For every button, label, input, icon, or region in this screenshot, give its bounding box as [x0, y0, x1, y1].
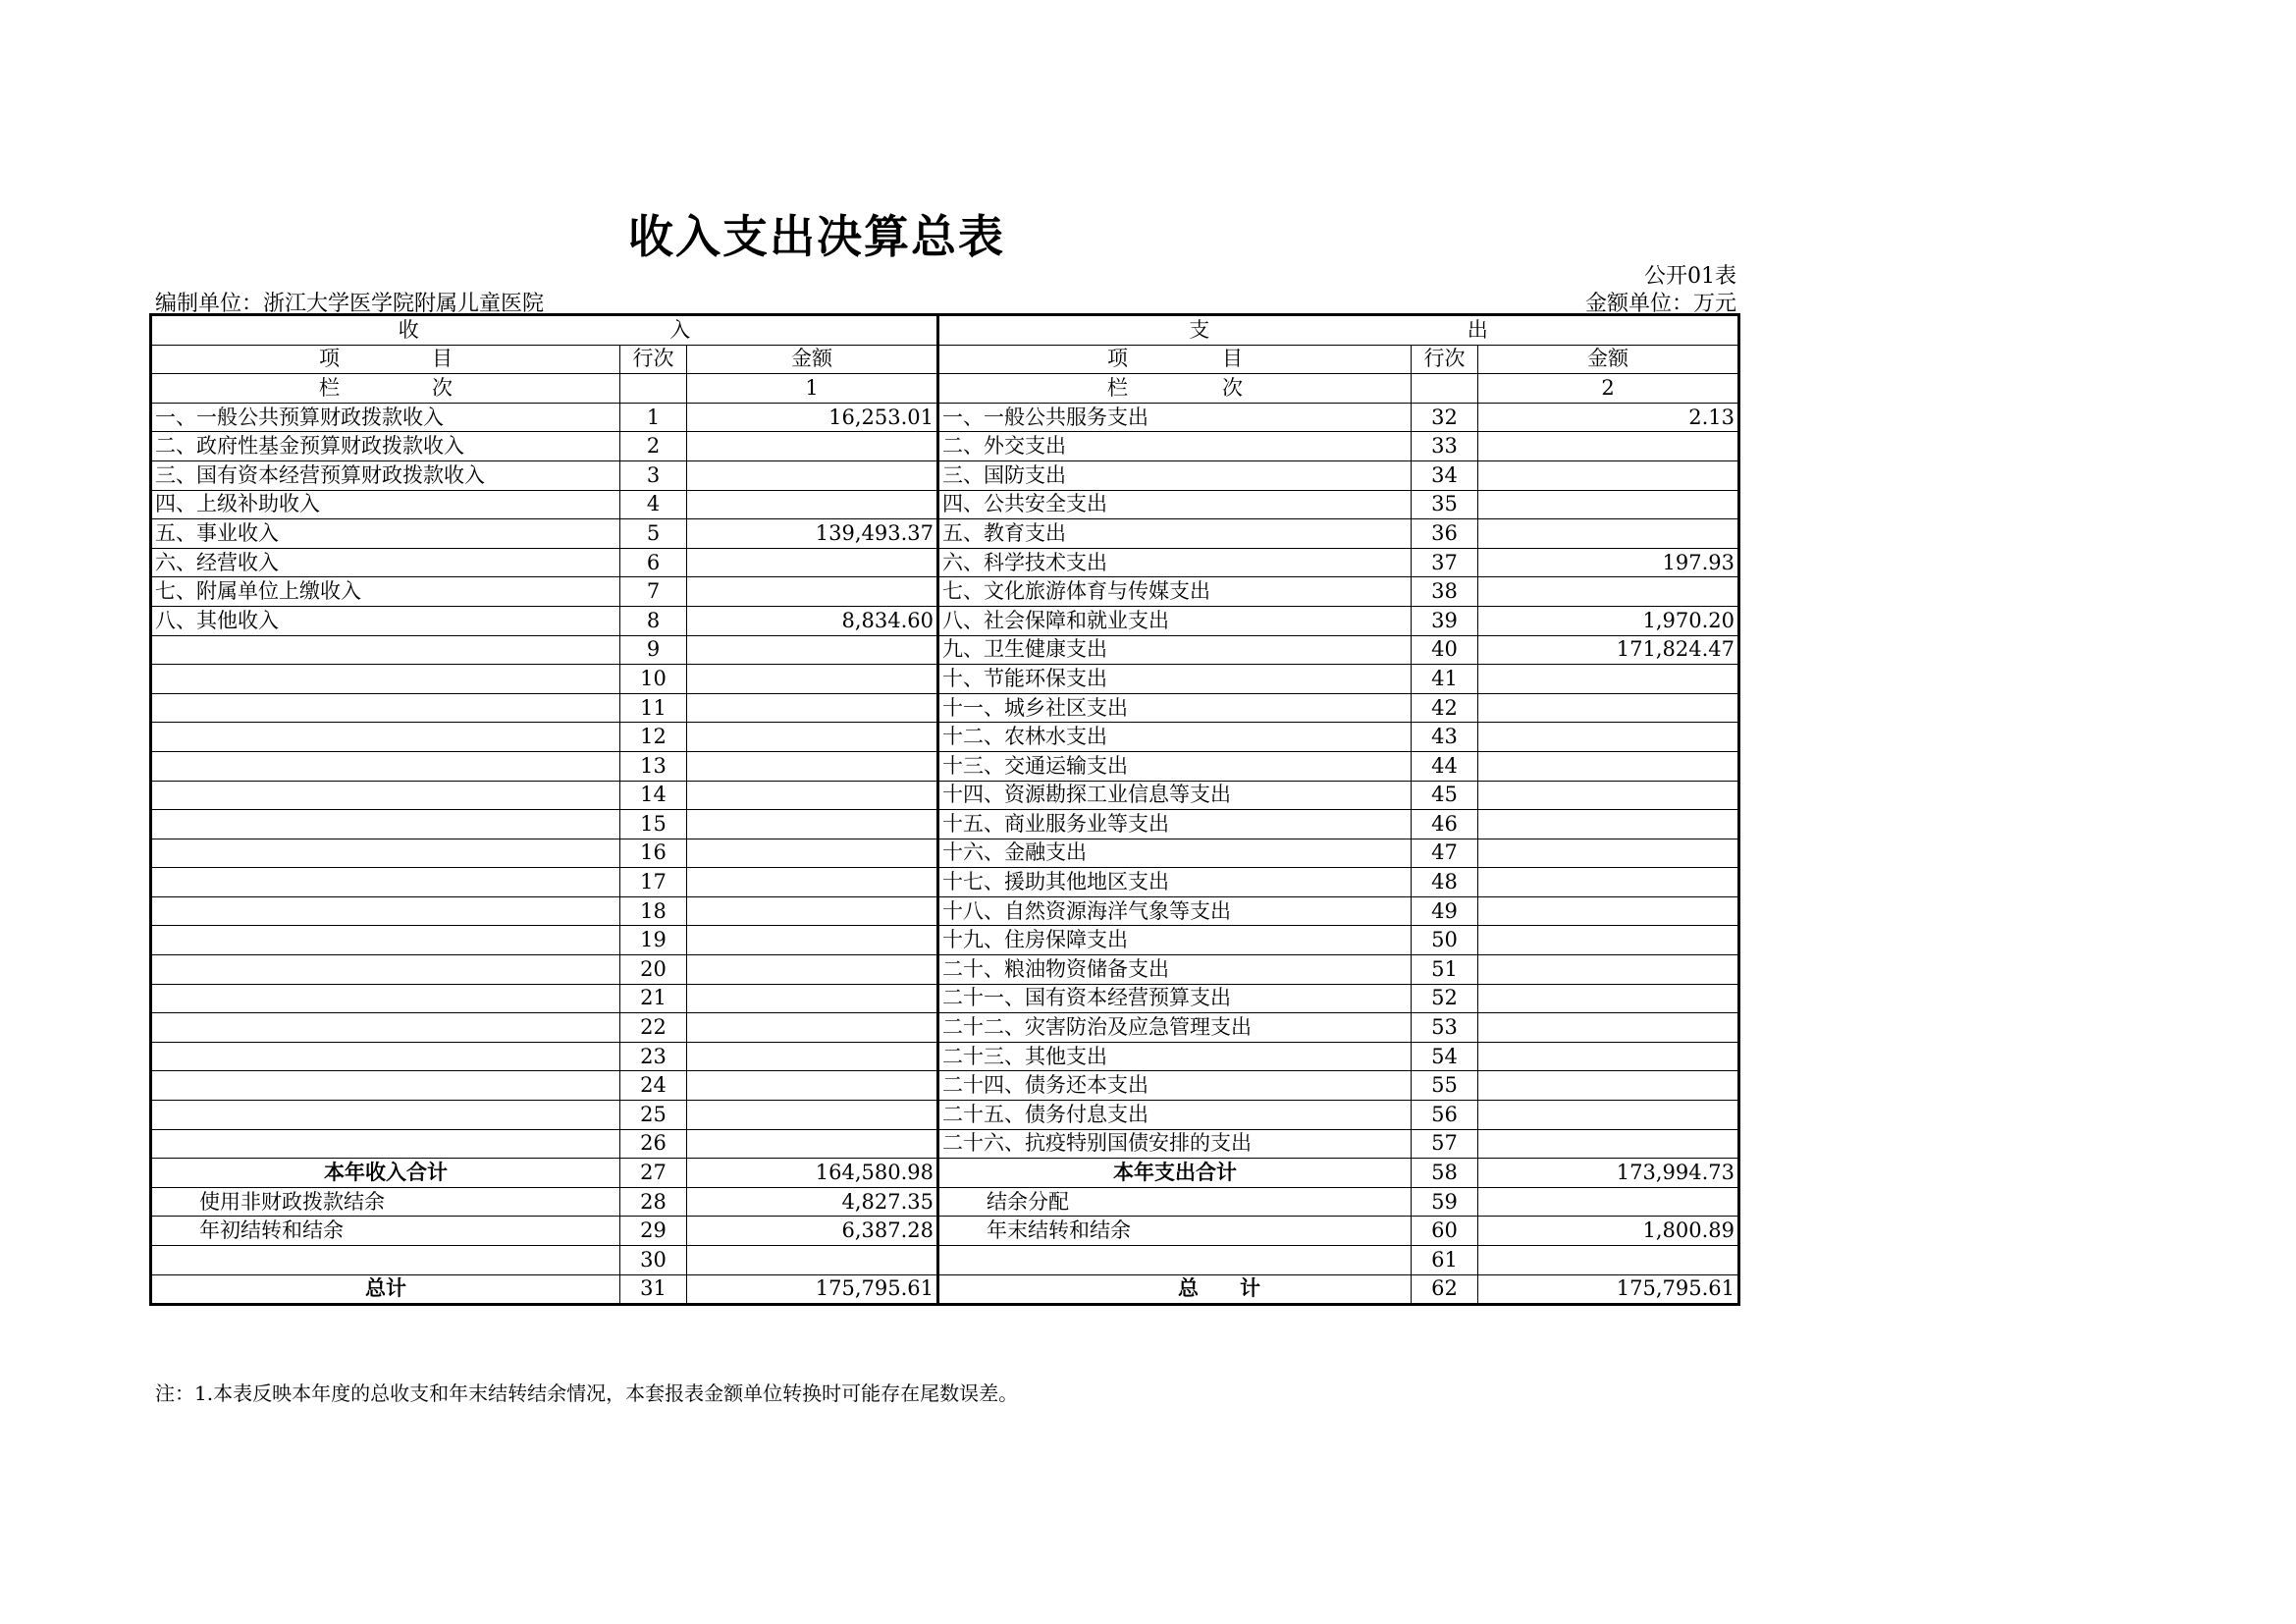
table-row — [151, 723, 1739, 752]
footnote: 注：1.本表反映本年度的总收支和年末结转结余情况，本套报表金额单位转换时可能存在尾数误差。 — [155, 1381, 1019, 1405]
annual-total-row — [151, 1159, 1739, 1188]
expense-grand-total-amount: 175,795.61 — [1478, 1274, 1739, 1305]
form-number: 公开01表 — [1644, 264, 1736, 289]
income-item-label — [151, 693, 620, 723]
income-item-label — [151, 1013, 620, 1043]
expense-item-label: 二十一、国有资本经营预算支出 — [938, 984, 1412, 1013]
income-row-no: 21 — [620, 984, 687, 1013]
income-row-no: 10 — [620, 665, 687, 694]
income-amount: 6,387.28 — [687, 1217, 938, 1246]
expense-amount — [1478, 810, 1739, 839]
table-row — [151, 1013, 1739, 1043]
income-row-no: 25 — [620, 1101, 687, 1130]
table-row — [151, 490, 1739, 519]
income-header-char-1: 收 — [398, 317, 419, 342]
expense-item-header — [938, 345, 1412, 374]
table-row — [151, 1129, 1739, 1159]
expense-item-label: 六、科学技术支出 — [938, 548, 1412, 577]
expense-amount — [1478, 693, 1739, 723]
income-row-no: 3 — [620, 460, 687, 490]
expense-total-no: 58 — [1412, 1159, 1478, 1188]
income-amount: 16,253.01 — [687, 403, 938, 432]
column-index-row — [151, 374, 1739, 404]
income-amount — [687, 1042, 938, 1071]
expense-row-no: 48 — [1412, 868, 1478, 897]
expense-row-no: 50 — [1412, 926, 1478, 955]
amount-unit: 金额单位：万元 — [1584, 292, 1736, 316]
income-item-label — [151, 751, 620, 781]
income-expense-table — [149, 313, 1740, 1306]
income-item-label: 五、事业收入 — [151, 519, 620, 549]
income-item-label — [151, 926, 620, 955]
expense-item-label: 十六、金融支出 — [938, 839, 1412, 868]
expense-amount-header: 金额 — [1478, 345, 1739, 374]
table-row — [151, 1217, 1739, 1246]
expense-row-no: 40 — [1412, 635, 1478, 665]
table-row — [151, 896, 1739, 926]
income-row-no: 4 — [620, 490, 687, 519]
expense-item-label: 结余分配 — [938, 1187, 1412, 1217]
expense-header-char-1: 支 — [1189, 317, 1210, 342]
table-row — [151, 665, 1739, 694]
income-row-no: 18 — [620, 896, 687, 926]
income-amount — [687, 635, 938, 665]
expense-row-no: 46 — [1412, 810, 1478, 839]
expense-row-no: 36 — [1412, 519, 1478, 549]
table-row — [151, 1246, 1739, 1275]
expense-amount — [1478, 490, 1739, 519]
expense-item-label: 五、教育支出 — [938, 519, 1412, 549]
item-char-1: 项 — [1107, 347, 1128, 371]
income-item-label — [151, 984, 620, 1013]
expense-row-no: 56 — [1412, 1101, 1478, 1130]
expense-amount — [1478, 896, 1739, 926]
expense-total-amount: 173,994.73 — [1478, 1159, 1739, 1188]
income-amount: 139,493.37 — [687, 519, 938, 549]
table-row — [151, 548, 1739, 577]
expense-row-no: 41 — [1412, 665, 1478, 694]
income-row-no: 20 — [620, 955, 687, 985]
expense-row-no: 43 — [1412, 723, 1478, 752]
expense-header-char-2: 出 — [1467, 317, 1488, 342]
income-col-index-label — [151, 374, 620, 404]
income-amount — [687, 432, 938, 461]
income-amount — [687, 693, 938, 723]
income-item-label — [151, 810, 620, 839]
table-row — [151, 635, 1739, 665]
expense-row-no: 33 — [1412, 432, 1478, 461]
income-item-label — [151, 1129, 620, 1159]
expense-amount: 171,824.47 — [1478, 635, 1739, 665]
income-item-label — [151, 781, 620, 810]
income-col-index: 1 — [687, 374, 938, 404]
expense-amount — [1478, 460, 1739, 490]
expense-section-header — [938, 315, 1739, 346]
expense-item-label: 十、节能环保支出 — [938, 665, 1412, 694]
income-item-label: 使用非财政拨款结余 — [151, 1187, 620, 1217]
expense-amount — [1478, 577, 1739, 607]
expense-item-label: 十八、自然资源海洋气象等支出 — [938, 896, 1412, 926]
income-amount-header: 金额 — [687, 345, 938, 374]
income-row-no: 1 — [620, 403, 687, 432]
income-amount: 8,834.60 — [687, 606, 938, 635]
expense-amount: 197.93 — [1478, 548, 1739, 577]
expense-item-label: 一、一般公共服务支出 — [938, 403, 1412, 432]
expense-grand-total-label — [938, 1274, 1412, 1305]
income-row-no: 19 — [620, 926, 687, 955]
expense-item-label: 二十五、债务付息支出 — [938, 1101, 1412, 1130]
income-row-no: 24 — [620, 1071, 687, 1101]
income-amount — [687, 1129, 938, 1159]
table-row — [151, 1101, 1739, 1130]
expense-amount — [1478, 1129, 1739, 1159]
expense-amount — [1478, 984, 1739, 1013]
expense-amount — [1478, 751, 1739, 781]
expense-amount: 1,970.20 — [1478, 606, 1739, 635]
expense-col-index: 2 — [1478, 374, 1739, 404]
expense-amount — [1478, 432, 1739, 461]
income-grand-total-label: 总计 — [151, 1274, 620, 1305]
income-item-label: 七、附属单位上缴收入 — [151, 577, 620, 607]
income-amount — [687, 926, 938, 955]
col-char-1: 栏 — [1107, 375, 1128, 400]
income-item-label: 三、国有资本经营预算财政拨款收入 — [151, 460, 620, 490]
expense-row-no: 60 — [1412, 1217, 1478, 1246]
expense-item-label: 二十六、抗疫特别国债安排的支出 — [938, 1129, 1412, 1159]
income-amount — [687, 723, 938, 752]
table-row — [151, 460, 1739, 490]
table-row — [151, 1042, 1739, 1071]
expense-item-label: 二十、粮油物资储备支出 — [938, 955, 1412, 985]
table-row — [151, 751, 1739, 781]
income-rowno-header: 行次 — [620, 345, 687, 374]
expense-item-label: 二十四、债务还本支出 — [938, 1071, 1412, 1101]
expense-row-no: 45 — [1412, 781, 1478, 810]
expense-col-index-empty — [1412, 374, 1478, 404]
income-item-label — [151, 1071, 620, 1101]
expense-col-index-label — [938, 374, 1412, 404]
income-item-label — [151, 1042, 620, 1071]
table-row — [151, 693, 1739, 723]
income-row-no: 6 — [620, 548, 687, 577]
income-amount — [687, 955, 938, 985]
income-item-label — [151, 896, 620, 926]
grand-total-char-2: 计 — [1240, 1276, 1260, 1301]
expense-amount — [1478, 955, 1739, 985]
expense-rowno-header: 行次 — [1412, 345, 1478, 374]
income-row-no: 14 — [620, 781, 687, 810]
expense-row-no: 35 — [1412, 490, 1478, 519]
item-char-2: 目 — [1222, 347, 1243, 371]
income-item-header — [151, 345, 620, 374]
expense-item-label: 二、外交支出 — [938, 432, 1412, 461]
income-row-no: 15 — [620, 810, 687, 839]
income-row-no: 12 — [620, 723, 687, 752]
col-char-1: 栏 — [319, 375, 340, 400]
expense-grand-total-no: 62 — [1412, 1274, 1478, 1305]
table-row — [151, 519, 1739, 549]
table-row — [151, 432, 1739, 461]
expense-total-label: 本年支出合计 — [938, 1159, 1412, 1188]
income-row-no: 17 — [620, 868, 687, 897]
expense-item-label: 七、文化旅游体育与传媒支出 — [938, 577, 1412, 607]
income-item-label: 一、一般公共预算财政拨款收入 — [151, 403, 620, 432]
income-amount — [687, 1246, 938, 1275]
expense-row-no: 38 — [1412, 577, 1478, 607]
col-char-2: 次 — [1222, 375, 1243, 400]
expense-item-label: 十五、商业服务业等支出 — [938, 810, 1412, 839]
expense-amount — [1478, 1071, 1739, 1101]
table-row — [151, 403, 1739, 432]
item-char-1: 项 — [319, 347, 340, 371]
income-amount — [687, 868, 938, 897]
table-row — [151, 810, 1739, 839]
expense-amount — [1478, 868, 1739, 897]
expense-amount: 1,800.89 — [1478, 1217, 1739, 1246]
income-item-label: 二、政府性基金预算财政拨款收入 — [151, 432, 620, 461]
table-row — [151, 606, 1739, 635]
expense-amount — [1478, 1042, 1739, 1071]
expense-row-no: 59 — [1412, 1187, 1478, 1217]
income-item-label — [151, 723, 620, 752]
expense-row-no: 32 — [1412, 403, 1478, 432]
grand-total-char-1: 总 — [1178, 1276, 1199, 1301]
expense-item-label: 十一、城乡社区支出 — [938, 693, 1412, 723]
income-row-no: 8 — [620, 606, 687, 635]
section-header-row — [151, 315, 1739, 346]
expense-row-no: 42 — [1412, 693, 1478, 723]
income-item-label — [151, 839, 620, 868]
income-item-label — [151, 955, 620, 985]
income-amount — [687, 548, 938, 577]
expense-row-no: 57 — [1412, 1129, 1478, 1159]
reporting-unit: 编制单位：浙江大学医学院附属儿童医院 — [155, 292, 545, 316]
income-amount — [687, 1101, 938, 1130]
expense-amount: 2.13 — [1478, 403, 1739, 432]
income-total-amount: 164,580.98 — [687, 1159, 938, 1188]
table-row — [151, 577, 1739, 607]
income-item-label: 六、经营收入 — [151, 548, 620, 577]
income-item-label — [151, 665, 620, 694]
income-total-label: 本年收入合计 — [151, 1159, 620, 1188]
income-amount: 4,827.35 — [687, 1187, 938, 1217]
income-row-no: 30 — [620, 1246, 687, 1275]
income-item-label — [151, 1246, 620, 1275]
column-header-row — [151, 345, 1739, 374]
income-amount — [687, 781, 938, 810]
grand-total-row — [151, 1274, 1739, 1305]
income-row-no: 11 — [620, 693, 687, 723]
income-row-no: 26 — [620, 1129, 687, 1159]
expense-item-label: 二十二、灾害防治及应急管理支出 — [938, 1013, 1412, 1043]
expense-amount — [1478, 839, 1739, 868]
expense-amount — [1478, 519, 1739, 549]
income-row-no: 29 — [620, 1217, 687, 1246]
table-row — [151, 926, 1739, 955]
expense-item-label: 十七、援助其他地区支出 — [938, 868, 1412, 897]
income-item-label — [151, 635, 620, 665]
expense-amount — [1478, 1101, 1739, 1130]
income-amount — [687, 839, 938, 868]
income-item-label: 八、其他收入 — [151, 606, 620, 635]
income-amount — [687, 896, 938, 926]
income-amount — [687, 984, 938, 1013]
income-col-index-empty — [620, 374, 687, 404]
expense-row-no: 49 — [1412, 896, 1478, 926]
income-grand-total-no: 31 — [620, 1274, 687, 1305]
expense-amount — [1478, 1187, 1739, 1217]
expense-item-label: 四、公共安全支出 — [938, 490, 1412, 519]
income-item-label: 年初结转和结余 — [151, 1217, 620, 1246]
expense-row-no: 61 — [1412, 1246, 1478, 1275]
expense-row-no: 53 — [1412, 1013, 1478, 1043]
expense-item-label: 十二、农林水支出 — [938, 723, 1412, 752]
income-item-label — [151, 868, 620, 897]
expense-amount — [1478, 1013, 1739, 1043]
table-row — [151, 839, 1739, 868]
expense-item-label: 九、卫生健康支出 — [938, 635, 1412, 665]
expense-row-no: 44 — [1412, 751, 1478, 781]
income-row-no: 22 — [620, 1013, 687, 1043]
income-row-no: 2 — [620, 432, 687, 461]
income-row-no: 5 — [620, 519, 687, 549]
income-row-no: 7 — [620, 577, 687, 607]
income-section-header — [151, 315, 938, 346]
expense-item-label — [938, 1246, 1412, 1275]
income-row-no: 16 — [620, 839, 687, 868]
income-header-char-2: 入 — [669, 317, 691, 342]
expense-row-no: 37 — [1412, 548, 1478, 577]
table-row — [151, 868, 1739, 897]
col-char-2: 次 — [432, 375, 453, 400]
income-row-no: 23 — [620, 1042, 687, 1071]
table-row — [151, 781, 1739, 810]
expense-row-no: 52 — [1412, 984, 1478, 1013]
income-row-no: 13 — [620, 751, 687, 781]
expense-row-no: 39 — [1412, 606, 1478, 635]
income-amount — [687, 751, 938, 781]
income-amount — [687, 490, 938, 519]
income-row-no: 9 — [620, 635, 687, 665]
income-item-label — [151, 1101, 620, 1130]
table-row — [151, 955, 1739, 985]
expense-amount — [1478, 781, 1739, 810]
expense-row-no: 47 — [1412, 839, 1478, 868]
income-item-label: 四、上级补助收入 — [151, 490, 620, 519]
income-amount — [687, 577, 938, 607]
table-row — [151, 984, 1739, 1013]
expense-row-no: 34 — [1412, 460, 1478, 490]
income-row-no: 28 — [620, 1187, 687, 1217]
expense-item-label: 十三、交通运输支出 — [938, 751, 1412, 781]
income-total-no: 27 — [620, 1159, 687, 1188]
expense-row-no: 54 — [1412, 1042, 1478, 1071]
expense-item-label: 十九、住房保障支出 — [938, 926, 1412, 955]
expense-amount — [1478, 1246, 1739, 1275]
expense-amount — [1478, 665, 1739, 694]
expense-amount — [1478, 723, 1739, 752]
expense-row-no: 55 — [1412, 1071, 1478, 1101]
item-char-2: 目 — [432, 347, 453, 371]
table-row — [151, 1187, 1739, 1217]
table-row — [151, 1071, 1739, 1101]
income-amount — [687, 1071, 938, 1101]
expense-item-label: 二十三、其他支出 — [938, 1042, 1412, 1071]
expense-item-label: 年末结转和结余 — [938, 1217, 1412, 1246]
income-amount — [687, 460, 938, 490]
income-amount — [687, 810, 938, 839]
page-title: 收入支出决算总表 — [628, 210, 1005, 263]
income-amount — [687, 1013, 938, 1043]
expense-row-no: 51 — [1412, 955, 1478, 985]
expense-item-label: 三、国防支出 — [938, 460, 1412, 490]
income-amount — [687, 665, 938, 694]
income-grand-total-amount: 175,795.61 — [687, 1274, 938, 1305]
expense-amount — [1478, 926, 1739, 955]
expense-item-label: 八、社会保障和就业支出 — [938, 606, 1412, 635]
expense-item-label: 十四、资源勘探工业信息等支出 — [938, 781, 1412, 810]
